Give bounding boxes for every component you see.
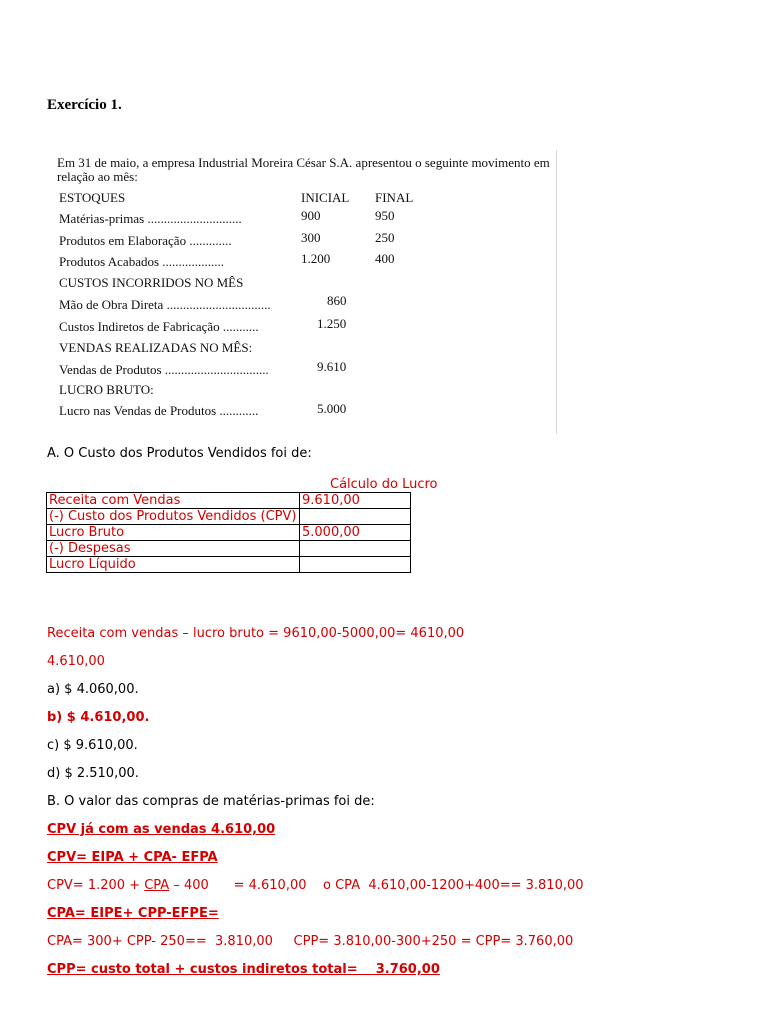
- work-line-3-end: – 400 = 4.610,00 o CPA 4.610,00-1200+400== 3.810,00: [169, 878, 584, 893]
- materias-primas-inicial: 900: [301, 208, 321, 223]
- table-row: [47, 493, 411, 509]
- table-row: [47, 541, 411, 557]
- work-line-3-cpa: CPA: [144, 878, 170, 893]
- header-custos: CUSTOS INCORRIDOS NO MÊS: [59, 275, 244, 290]
- intro-line-1: Em 31 de maio, a empresa Industrial Moreira César S.A. apresentou o seguinte movimento em: [57, 155, 550, 170]
- row-label: (-) Despesas: [47, 541, 300, 557]
- row-value: 9.610,00: [300, 493, 411, 509]
- option-c: c) $ 9.610,00.: [47, 738, 138, 753]
- row-label: (-) Custo dos Produtos Vendidos (CPV): [47, 509, 300, 525]
- table-row: [47, 525, 411, 541]
- option-b-correct: b) $ 4.610,00.: [47, 710, 150, 725]
- problem-statement-image: [36, 150, 558, 434]
- work-line-6: CPP= custo total + custos indiretos total= 3.760,00: [47, 962, 440, 977]
- intro-line-2: relação ao mês:: [57, 169, 138, 184]
- calculation-result: 4.610,00: [47, 654, 105, 669]
- calculation-line: Receita com vendas – lucro bruto = 9610,00-5000,00= 4610,00: [47, 626, 465, 641]
- row-value: 5.000,00: [300, 525, 411, 541]
- header-estoques: ESTOQUES: [59, 190, 126, 205]
- question-a: A. O Custo dos Produtos Vendidos foi de:: [47, 446, 312, 461]
- produtos-acabados-final: 400: [375, 251, 395, 266]
- question-b: B. O valor das compras de matérias-primas foi de:: [47, 794, 375, 809]
- row-label: Lucro Bruto: [47, 525, 300, 541]
- work-line-2: CPV= EIPA + CPA- EFPA: [47, 850, 218, 865]
- row-value: [300, 509, 411, 525]
- row-label: Receita com Vendas: [47, 493, 300, 509]
- table-caption: Cálculo do Lucro: [330, 477, 438, 492]
- header-inicial: INICIAL: [301, 190, 350, 205]
- custos-indiretos-label: Custos Indiretos de Fabricação ...........: [59, 319, 259, 334]
- work-line-5: CPA= 300+ CPP- 250== 3.810,00 CPP= 3.810,00-300+250 = CPP= 3.760,00: [47, 934, 574, 949]
- materias-primas-final: 950: [375, 208, 395, 223]
- produtos-elaboracao-final: 250: [375, 230, 395, 245]
- mao-de-obra-value: 860: [327, 293, 347, 308]
- table-row: [47, 509, 411, 525]
- mao-de-obra-label: Mão de Obra Direta ................................: [59, 297, 271, 312]
- materias-primas-label: Matérias-primas .............................: [59, 211, 242, 226]
- row-value: [300, 541, 411, 557]
- option-a: a) $ 4.060,00.: [47, 682, 139, 697]
- row-label: Lucro Líquido: [47, 557, 300, 573]
- header-lucro: LUCRO BRUTO:: [59, 382, 154, 397]
- option-d: d) $ 2.510,00.: [47, 766, 139, 781]
- produtos-acabados-label: Produtos Acabados ...................: [59, 254, 225, 269]
- produtos-elaboracao-inicial: 300: [301, 230, 321, 245]
- custos-indiretos-value: 1.250: [317, 316, 347, 331]
- lucro-vendas-label: Lucro nas Vendas de Produtos ............: [59, 403, 259, 418]
- row-value: [300, 557, 411, 573]
- vendas-produtos-value: 9.610: [317, 359, 347, 374]
- header-final: FINAL: [375, 190, 414, 205]
- produtos-elaboracao-label: Produtos em Elaboração .............: [59, 233, 232, 248]
- exercise-title: Exercício 1.: [47, 97, 122, 113]
- work-line-3: [47, 878, 584, 893]
- profit-calculation-table: [46, 492, 411, 573]
- work-line-1: CPV já com as vendas 4.610,00: [47, 822, 276, 837]
- work-line-3-start: CPV= 1.200 +: [47, 878, 145, 893]
- work-line-4: CPA= EIPE+ CPP-EFPE=: [47, 906, 219, 921]
- table-row: [47, 557, 411, 573]
- lucro-vendas-value: 5.000: [317, 401, 347, 416]
- image-edge-divider: [556, 150, 557, 434]
- vendas-produtos-label: Vendas de Produtos ................................: [59, 362, 269, 377]
- produtos-acabados-inicial: 1.200: [301, 251, 331, 266]
- header-vendas: VENDAS REALIZADAS NO MÊS:: [59, 340, 253, 355]
